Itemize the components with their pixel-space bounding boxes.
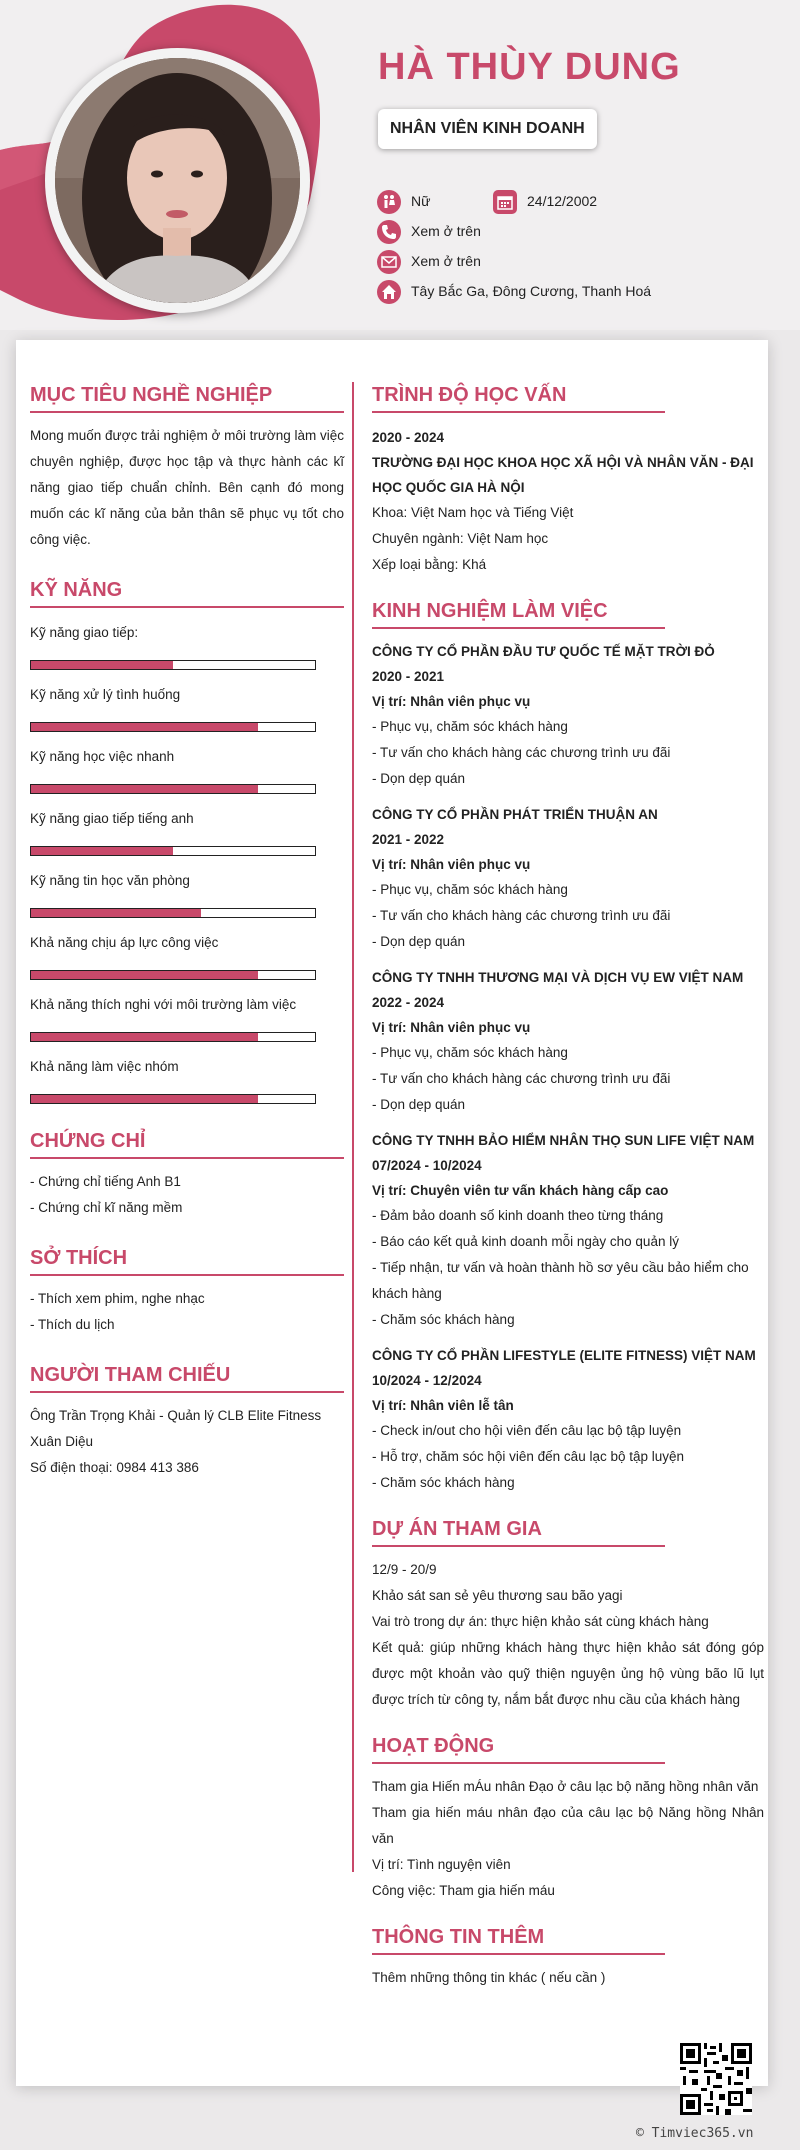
skill-label: Kỹ năng giao tiếp tiếng anh [30, 811, 194, 826]
more-info-text: Thêm những thông tin khác ( nếu cần ) [372, 1970, 606, 1985]
objective-text: Mong muốn được trải nghiệm ở môi trường làm việc chuyên nghiệp, được học tập và thực hành các kĩ năng giao tiếp chuẩn chỉnh. Bên cạnh đó mong muốn các kĩ năng của bản thân sẽ phục vụ tốt cho công việc. [30, 428, 344, 547]
skill-bar [30, 846, 316, 856]
job-company: CÔNG TY TNHH THƯƠNG MẠI VÀ DỊCH VỤ EW VIỆT NAM [372, 970, 744, 985]
skill-label: Kỹ năng xử lý tình huống [30, 687, 181, 702]
certificates-section [30, 1130, 344, 1221]
skill-bar-fill [31, 1095, 258, 1103]
job-task: - Phục vụ, chăm sóc khách hàng [372, 719, 568, 734]
home-icon [377, 280, 401, 304]
email-icon [377, 250, 401, 274]
job-entry [372, 965, 764, 1118]
phone-row [377, 218, 481, 244]
gender-value: Nữ [411, 193, 431, 209]
skill-item [30, 622, 344, 670]
certificate-item: - Chứng chỉ kĩ năng mềm [30, 1200, 183, 1215]
skill-label: Kỹ năng học việc nhanh [30, 749, 175, 764]
job-entry [372, 1128, 764, 1333]
skill-bar-fill [31, 909, 201, 917]
job-task: - Tiếp nhận, tư vấn và hoàn thành hồ sơ yêu cầu bảo hiểm cho khách hàng [372, 1260, 749, 1301]
email-row [377, 248, 481, 274]
job-period: 10/2024 - 12/2024 [372, 1373, 482, 1388]
projects-title: DỰ ÁN THAM GIA [372, 1518, 665, 1547]
skill-item [30, 808, 344, 856]
job-task: - Đảm bảo doanh số kinh doanh theo từng tháng [372, 1208, 664, 1223]
candidate-name: HÀ THÙY DUNG [378, 46, 681, 88]
objective-section [30, 384, 344, 553]
education-school: TRƯỜNG ĐẠI HỌC KHOA HỌC XÃ HỘI VÀ NHÂN VĂN - ĐẠI HỌC QUỐC GIA HÀ NỘI [372, 455, 754, 495]
more-info-title: THÔNG TIN THÊM [372, 1926, 665, 1955]
activities-title: HOẠT ĐỘNG [372, 1735, 665, 1764]
email-value: Xem ở trên [411, 253, 481, 269]
skill-label: Khả năng thích nghi với môi trường làm việc [30, 997, 297, 1012]
job-position: Vị trí: Nhân viên lễ tân [372, 1398, 514, 1413]
job-entry [372, 1343, 764, 1496]
skill-item [30, 746, 344, 794]
job-position: Vị trí: Nhân viên phục vụ [372, 857, 531, 872]
address-row [377, 278, 651, 304]
right-column [372, 384, 764, 1991]
skill-label: Khả năng chịu áp lực công việc [30, 935, 219, 950]
job-company: CÔNG TY CỔ PHẦN ĐẦU TƯ QUỐC TẾ MẶT TRỜI ĐỎ [372, 644, 715, 659]
profile-photo [55, 58, 300, 303]
skill-bar [30, 660, 316, 670]
cv-header [0, 0, 800, 330]
job-task: - Chăm sóc khách hàng [372, 1475, 515, 1490]
job-task: - Dọn dẹp quán [372, 1097, 466, 1112]
job-task: - Dọn dẹp quán [372, 771, 466, 786]
project-line: 12/9 - 20/9 [372, 1562, 437, 1577]
watermark: © Timviec365.vn [636, 2126, 754, 2141]
job-task: - Tư vấn cho khách hàng các chương trình ưu đãi [372, 908, 671, 923]
skill-bar [30, 784, 316, 794]
job-period: 2021 - 2022 [372, 832, 445, 847]
skill-bar [30, 1094, 316, 1104]
activity-line: Vị trí: Tình nguyện viên [372, 1857, 511, 1872]
education-major: Chuyên ngành: Việt Nam học [372, 531, 549, 546]
project-line: Vai trò trong dự án: thực hiện khảo sát cùng khách hàng [372, 1614, 709, 1629]
job-entry [372, 639, 764, 792]
project-line: Kết quả: giúp những khách hàng thực hiện khảo sát đóng góp được một khoản vào quỹ thiện nguyện ủng hộ vùng bão lũ lụt được trích từ công ty, nắm bắt được nhu cầu của khách hàng [372, 1640, 764, 1707]
certificates-title: CHỨNG CHỈ [30, 1130, 344, 1159]
reference-person: Ông Trần Trọng Khải - Quản lý CLB Elite Fitness Xuân Diệu [30, 1408, 322, 1449]
projects-section [372, 1518, 764, 1713]
certificate-item: - Chứng chỉ tiếng Anh B1 [30, 1174, 181, 1189]
gender-row [377, 188, 430, 214]
skill-item [30, 932, 344, 980]
project-line: Khảo sát san sẻ yêu thương sau bão yagi [372, 1588, 623, 1603]
job-position: Vị trí: Nhân viên phục vụ [372, 1020, 531, 1035]
job-entry [372, 802, 764, 955]
job-task: - Tư vấn cho khách hàng các chương trình ưu đãi [372, 1071, 671, 1086]
skill-label: Khả năng làm việc nhóm [30, 1059, 179, 1074]
skill-label: Kỹ năng tin học văn phòng [30, 873, 190, 888]
phone-icon [377, 220, 401, 244]
avatar [45, 48, 310, 313]
job-task: - Báo cáo kết quả kinh doanh mỗi ngày cho quản lý [372, 1234, 679, 1249]
job-period: 2020 - 2021 [372, 669, 445, 684]
job-task: - Phục vụ, chăm sóc khách hàng [372, 882, 568, 897]
experience-title: KINH NGHIỆM LÀM VIỆC [372, 600, 665, 629]
activity-line: Tham gia Hiến mÁu nhân Đạo ở câu lạc bộ năng hồng nhân văn [372, 1779, 759, 1794]
hobbies-section [30, 1247, 344, 1338]
skill-bar-fill [31, 847, 173, 855]
references-title: NGƯỜI THAM CHIẾU [30, 1364, 344, 1393]
job-task: - Phục vụ, chăm sóc khách hàng [372, 1045, 568, 1060]
job-period: 07/2024 - 10/2024 [372, 1158, 482, 1173]
job-company: CÔNG TY TNHH BẢO HIỂM NHÂN THỌ SUN LIFE VIỆT NAM [372, 1133, 755, 1148]
more-info-section [372, 1926, 764, 1991]
skill-item [30, 684, 344, 732]
activities-section [372, 1735, 764, 1904]
references-section [30, 1364, 344, 1481]
qr-code [680, 2043, 752, 2115]
job-task: - Chăm sóc khách hàng [372, 1312, 515, 1327]
skill-item [30, 870, 344, 918]
skill-bar-fill [31, 723, 258, 731]
birthdate-value: 24/12/2002 [527, 193, 598, 209]
skill-bar [30, 908, 316, 918]
job-task: - Dọn dẹp quán [372, 934, 466, 949]
education-title: TRÌNH ĐỘ HỌC VẤN [372, 384, 665, 413]
experience-section [372, 600, 764, 1496]
birthdate-row [493, 188, 597, 214]
gender-icon [377, 190, 401, 214]
job-company: CÔNG TY CỔ PHẦN LIFESTYLE (ELITE FITNESS) VIỆT NAM [372, 1348, 756, 1363]
job-task: - Check in/out cho hội viên đến câu lạc bộ tập luyện [372, 1423, 682, 1438]
job-task: - Hỗ trợ, chăm sóc hội viên đến câu lạc bộ tập luyện [372, 1449, 685, 1464]
skill-bar [30, 722, 316, 732]
skills-section [30, 579, 344, 1104]
job-task: - Tư vấn cho khách hàng các chương trình ưu đãi [372, 745, 671, 760]
address-value: Tây Bắc Ga, Đông Cương, Thanh Hoá [411, 283, 652, 299]
job-position: Vị trí: Chuyên viên tư vấn khách hàng cấp cao [372, 1183, 669, 1198]
skill-bar-fill [31, 1033, 258, 1041]
phone-value: Xem ở trên [411, 223, 481, 239]
left-column [30, 384, 344, 1481]
job-position: Vị trí: Nhân viên phục vụ [372, 694, 531, 709]
reference-phone: Số điện thoại: 0984 413 386 [30, 1460, 199, 1475]
hobby-item: - Thích du lịch [30, 1317, 115, 1332]
skill-bar-fill [31, 785, 258, 793]
education-faculty: Khoa: Việt Nam học và Tiếng Việt [372, 505, 574, 520]
activity-line: Công việc: Tham gia hiến máu [372, 1883, 555, 1898]
skill-bar [30, 970, 316, 980]
hobbies-title: SỞ THÍCH [30, 1247, 344, 1276]
hobby-item: - Thích xem phim, nghe nhạc [30, 1291, 205, 1306]
objective-title: MỤC TIÊU NGHỀ NGHIỆP [30, 384, 344, 413]
cv-body [16, 340, 768, 2086]
education-section [372, 384, 764, 578]
column-divider [352, 382, 354, 1872]
job-period: 2022 - 2024 [372, 995, 445, 1010]
skill-item [30, 1056, 344, 1104]
skills-title: KỸ NĂNG [30, 579, 344, 608]
skill-item [30, 994, 344, 1042]
activity-line: Tham gia hiến máu nhân đạo của câu lạc bộ Năng hồng Nhân văn [372, 1805, 764, 1846]
job-company: CÔNG TY CỔ PHẦN PHÁT TRIỂN THUẬN AN [372, 807, 658, 822]
education-grade: Xếp loại bằng: Khá [372, 557, 487, 572]
skill-bar-fill [31, 661, 173, 669]
calendar-icon [493, 190, 517, 214]
education-period: 2020 - 2024 [372, 430, 445, 445]
skill-bar [30, 1032, 316, 1042]
skill-bar-fill [31, 971, 258, 979]
skill-label: Kỹ năng giao tiếp: [30, 625, 139, 640]
job-title-badge: NHÂN VIÊN KINH DOANH [378, 109, 597, 149]
